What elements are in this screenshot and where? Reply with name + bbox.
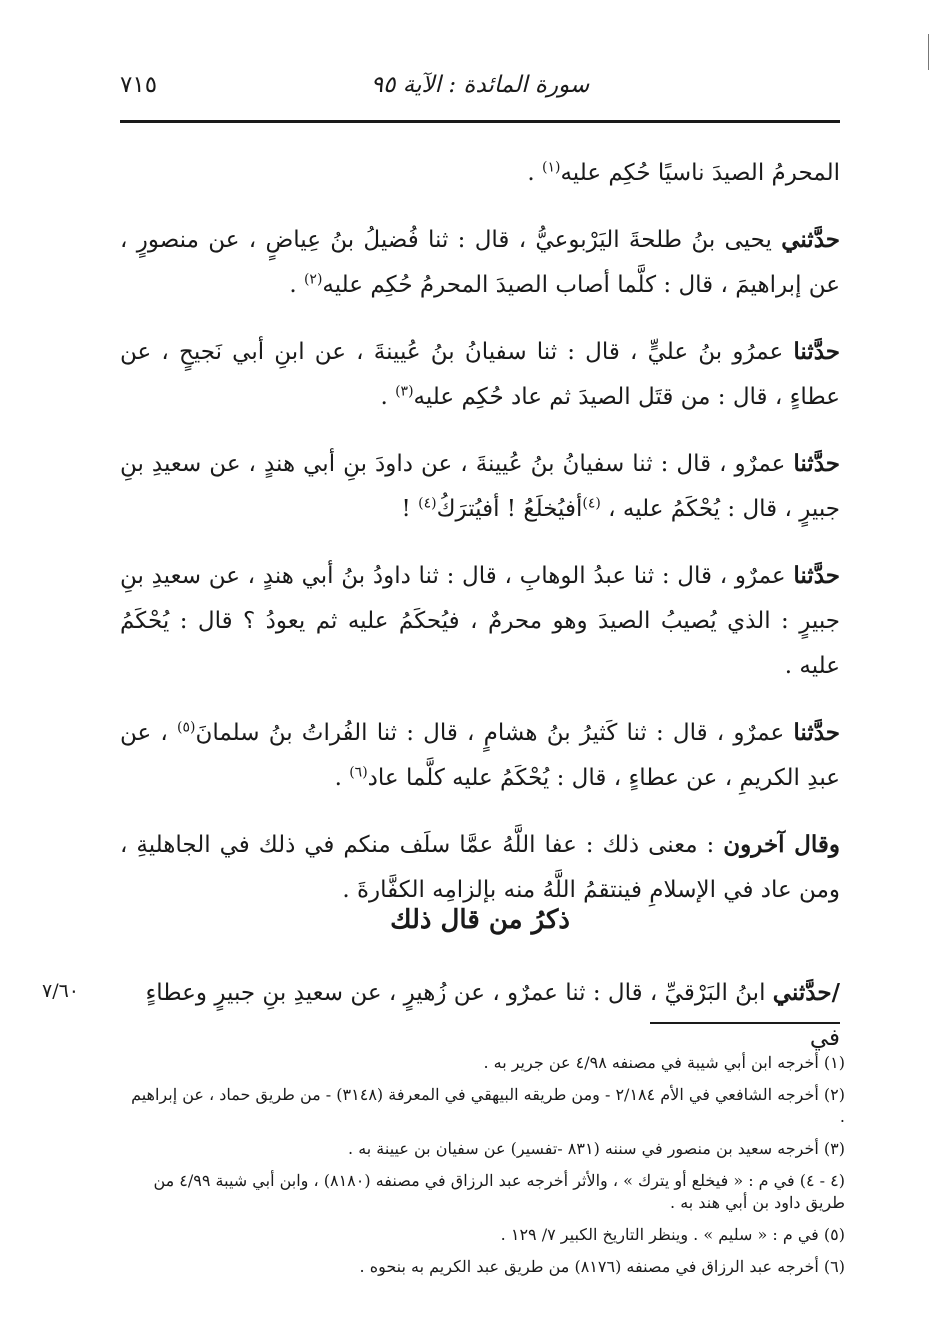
paragraph bbox=[120, 441, 840, 532]
paragraph-text: عمرٌو ، قال : ثنا سفيانُ بنُ عُيينةَ ، عن داودَ بنِ أبي هندٍ ، عن سعيدِ بنِ جبيرٍ ، قال : يُحْكَمُ عليه ، bbox=[120, 451, 840, 522]
paragraph-text: يحيى بنُ طلحةَ اليَرْبوعيُّ ، قال : ثنا فُضيلُ بنُ عِياضٍ ، عن منصورٍ ، عن إبراهيمَ ، قال : كلَّما أصاب الصيدَ المحرمُ حُكِم عليه bbox=[120, 227, 840, 298]
footnote: (٣) أخرجه سعيد بن منصور في سننه (٨٣١ -تفسير) عن سفيان بن عيينة به . bbox=[348, 1139, 845, 1158]
footnote-marker: (٥) bbox=[177, 719, 196, 736]
paragraph-lead: حدَّثنا bbox=[793, 719, 840, 746]
paragraph bbox=[120, 329, 840, 420]
paragraph-text: المحرمُ الصيدَ ناسيًا حُكِم عليه bbox=[560, 160, 840, 186]
paragraph-lead: /حدَّثني bbox=[772, 979, 840, 1006]
page-number: ٧١٥ bbox=[120, 72, 158, 98]
running-header bbox=[120, 66, 840, 116]
paragraph-end: ، عن عبدِ الكريمِ ، عن عطاءٍ ، قال : يُحْكَمُ عليه كلَّما عاد bbox=[120, 720, 840, 791]
paragraph-text: عمرٌو ، قال : ثنا كَثيرُ بنُ هشامٍ ، قال : ثنا الفُراتُ بنُ سلمانَ bbox=[195, 720, 794, 746]
footnote-marker: (٢) bbox=[303, 271, 323, 288]
paragraph-end: . bbox=[334, 765, 350, 791]
paragraph bbox=[120, 553, 840, 689]
footnote-marker: (١) bbox=[541, 159, 561, 176]
footnote-rule bbox=[650, 1022, 840, 1024]
footnote: (٢) أخرجه الشافعي في الأم ٢/١٨٤ - ومن طريقه البيهقي في المعرفة (٣١٤٨) - من طريق حماد ، عن إبراهيم . bbox=[131, 1085, 845, 1126]
main-text bbox=[120, 150, 840, 934]
footnotes bbox=[130, 1052, 845, 1288]
scan-edge-mark bbox=[928, 34, 929, 70]
paragraph-lead: وقال آخرون bbox=[723, 831, 841, 858]
section-heading: ذكرُ من قال ذلك bbox=[390, 905, 570, 935]
paragraph-text: عمرٌو ، قال : ثنا عبدُ الوهابِ ، قال : ثنا داودُ بنُ أبي هندٍ ، عن سعيدِ بنِ جبيرٍ : الذي يُصيبُ الصيدَ وهو محرمٌ ، فيُحكَمُ عليه ثم يعودُ ؟ قال : يُحْكَمُ عليه . bbox=[120, 563, 840, 679]
footnote: (١) أخرجه ابن أبي شيبة في مصنفه ٤/٩٨ عن جرير به . bbox=[483, 1053, 845, 1072]
paragraph-text: ابنُ البَرْقيِّ ، قال : ثنا عمرٌو ، عن زُهيرٍ ، عن سعيدِ بنِ جبيرٍ وعطاءٍ في bbox=[145, 980, 840, 1051]
paragraph-lead: حدَّثني bbox=[781, 226, 840, 253]
paragraph-text: عمرُو بنُ عليٍّ ، قال : ثنا سفيانُ بنُ عُيينةَ ، عن ابنِ أبي نَجيحٍ ، عن عطاءٍ ، قال : من قتَل الصيدَ ثم عاد حُكِم عليه bbox=[120, 339, 840, 410]
footnote: (٥) في م : « سليم » . وينظر التاريخ الكبير ٧/ ١٢٩ . bbox=[500, 1225, 845, 1244]
paragraph-end: أفيُخلَعُ ! أفيُترَكُ bbox=[436, 496, 583, 522]
margin-reference: ٧/٦٠ bbox=[42, 980, 80, 1002]
footnote-marker: (٤) bbox=[418, 495, 437, 512]
footnote: (٦) أخرجه عبد الرزاق في مصنفه (٨١٧٦) من طريق عبد الكريم به بنحوه . bbox=[359, 1257, 845, 1276]
footnote-marker: (٦) bbox=[349, 764, 368, 781]
running-title: سورة المائدة : الآية ٩٥ bbox=[370, 72, 590, 98]
paragraph-end: ! bbox=[401, 496, 419, 522]
paragraph bbox=[120, 970, 840, 1061]
paragraph bbox=[120, 710, 840, 801]
footnote-marker: (٣) bbox=[395, 383, 414, 400]
paragraph bbox=[120, 150, 840, 196]
paragraph bbox=[120, 822, 840, 913]
paragraph-end: . bbox=[289, 272, 304, 298]
paragraph-lead: حدَّثنا bbox=[793, 562, 840, 589]
footnote: (٤ - ٤) في م : « فيخلع أو يترك » ، والأثر أخرجه عبد الرزاق في مصنفه (٨١٨٠) ، وابن أبي شيبة ٤/٩٩ من طريق داود بن أبي هند به . bbox=[153, 1171, 845, 1212]
paragraph-lead: حدَّثنا bbox=[793, 450, 840, 477]
paragraph-lead: حدَّثنا bbox=[793, 338, 840, 365]
paragraph-end: . bbox=[380, 384, 396, 410]
footnote-marker: (٤) bbox=[582, 495, 601, 512]
paragraph-end: . bbox=[527, 160, 542, 186]
paragraph bbox=[120, 217, 840, 308]
header-rule bbox=[120, 120, 840, 123]
paragraph-text: : معنى ذلك : عفا اللَّهُ عمَّا سلَف منكم في ذلك في الجاهليةِ ، ومن عاد في الإسلامِ فينتقمُ اللَّهُ منه بإلزامِه الكفَّارةَ . bbox=[120, 832, 840, 903]
